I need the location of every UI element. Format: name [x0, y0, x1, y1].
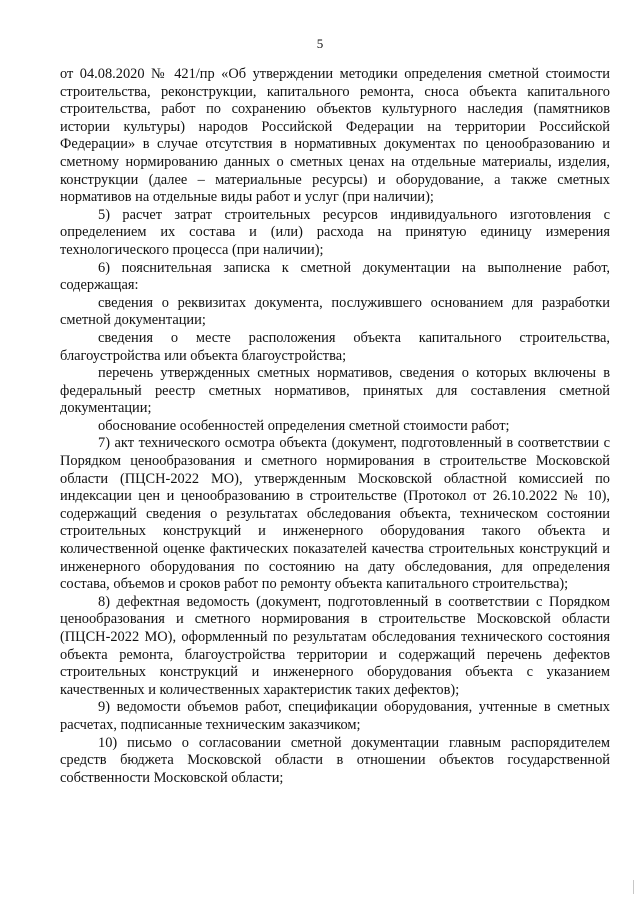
- paragraph-item-6: 6) пояснительная записка к сметной документации на выполнение работ, содержащая:: [60, 259, 610, 294]
- paragraph-item-6-justification: обоснование особенностей определения сметной стоимости работ;: [98, 417, 510, 434]
- paragraph-item-9: 9) ведомости объемов работ, спецификации оборудования, учтенные в сметных расчетах, подписанные техническим заказчиком;: [60, 699, 610, 733]
- paragraph-methodology-continuation: от 04.08.2020 № 421/пр «Об утверждении методики определения сметной стоимости строительства, реконструкции, капитального ремонта, сноса объекта капитального строительства, работ по сохранению объектов культурного наследия (памятников истории культуры) народов Российской Федерации на территории Российской Федерации» в случае отсутствия в нормативных документах по ценообразованию и сметному нормированию данных о сметных ценах на отдельные материалы, изделия, конструкции (далее – материальные ресурсы) и оборудование, а также сметных нормативов на отдельные виды работ и услуг (при наличии);: [60, 66, 610, 206]
- paragraph-item-6-norms-list: перечень утвержденных сметных нормативов, сведения о которых включены в федеральный реестр сметных нормативов, принятых для составления сметной документации;: [60, 365, 610, 417]
- paragraph-item-5: 5) расчет затрат строительных ресурсов индивидуального изготовления с определением их состава и (или) расхода на принятую единицу измерения технологического процесса (при наличии);: [60, 206, 610, 258]
- paragraph-item-7: 7) акт технического осмотра объекта (документ, подготовленный в соответствии с Порядком ценообразования и сметного нормирования в строительстве Московской области (ПЦСН-2022 МО), утвержденным Московской областной комиссией по индексации цен и ценообразованию в строительстве (Протокол от 26.10.2022 № 10), содержащий сведения о результатах обследования объекта, техническом состоянии строительных конструкций и инженерного оборудования такого объекта и количественной оценке фактических показателей качества строительных конструкций и инженерного оборудования по состоянию на дату обследования, для определения состава, объемов и сроков работ по ремонту объекта капитального строительства);: [60, 435, 610, 593]
- scan-edge-mark: [633, 880, 634, 894]
- paragraph-item-8: 8) дефектная ведомость (документ, подготовленный в соответствии с Порядком ценообразования и сметного нормирования в строительстве Московской области (ПЦСН-2022 МО), оформленный по результатам обследования технического состояния объекта ремонта, благоустройства территории и содержащий перечень дефектов строительных конструкций и инженерного оборудования объекта с указанием качественных и количественных характеристик таких дефектов);: [60, 593, 610, 698]
- paragraph-item-6-location: сведения о месте расположения объекта капитального строительства, благоустройства или объекта благоустройства;: [60, 329, 610, 364]
- paragraph-item-10: 10) письмо о согласовании сметной документации главным распорядителем средств бюджета Московской области в отношении объектов государственной собственности Московской области;: [60, 734, 610, 786]
- page-number: 5: [316, 36, 324, 51]
- document-body: [60, 66, 610, 787]
- paragraph-item-6-requisites: сведения о реквизитах документа, послужившего основанием для разработки сметной документации;: [60, 294, 610, 329]
